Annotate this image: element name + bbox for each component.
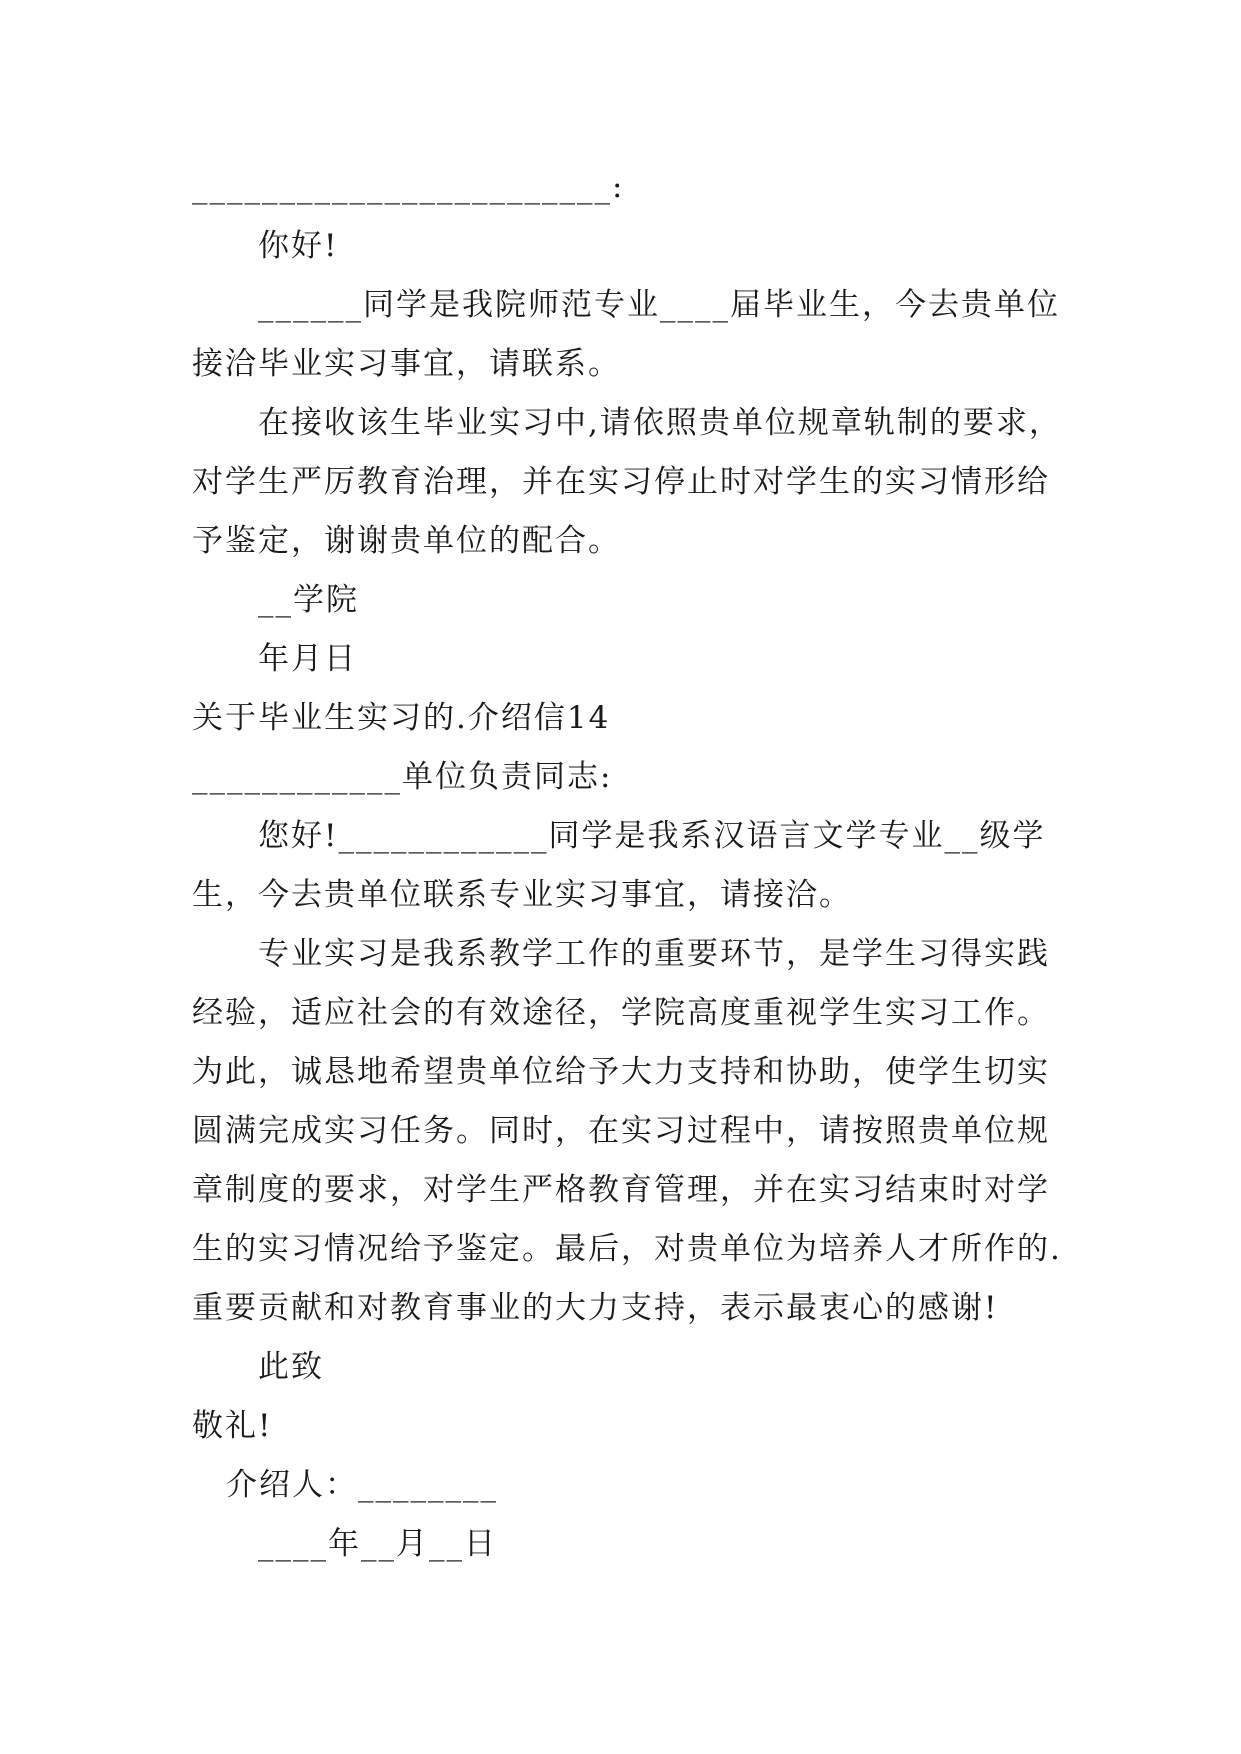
letter1-body-line: 接洽毕业实习事宜，请联系。 (192, 346, 621, 382)
letter2-salutation: ____________单位负责同志: (192, 759, 613, 795)
letter2-body-line: 重要贡献和对教育事业的大力支持，表示最衷心的感谢! (192, 1290, 999, 1326)
letter2-body-line: 专业实习是我系教学工作的重要环节，是学生习得实践 (258, 936, 1050, 972)
letter2-body-line: 章制度的要求，对学生严格教育管理，并在实习结束时对学 (192, 1172, 1050, 1208)
letter1-body-line: 予鉴定，谢谢贵单位的配合。 (192, 523, 621, 559)
letter2-introducer: 介绍人：________ (226, 1467, 498, 1503)
letter1-salutation: ________________________: (192, 169, 625, 205)
letter2-body-line: 经验，适应社会的有效途径，学院高度重视学生实习工作。 (192, 995, 1050, 1031)
letter2-title: 关于毕业生实习的.介绍信14 (192, 700, 611, 736)
letter1-signature: __学院 (258, 582, 359, 618)
letter2-body-line: 生的实习情况给予鉴定。最后，对贵单位为培养人才所作的. (192, 1231, 1062, 1267)
letter1-body-line: 在接收该生毕业实习中,请依照贵单位规章轨制的要求， (258, 405, 1062, 441)
letter1-body-line: 对学生严厉教育治理，并在实习停止时对学生的实习情形给 (192, 464, 1050, 500)
letter2-body-line: 圆满完成实习任务。同时，在实习过程中，请按照贵单位规 (192, 1113, 1050, 1149)
letter1-body-line: ______同学是我院师范专业____届毕业生，今去贵单位 (258, 287, 1060, 323)
letter-text (192, 158, 1072, 1574)
letter2-date: ____年__月__日 (258, 1526, 497, 1562)
letter1-greeting: 你好! (258, 228, 339, 264)
letter2-closing: 敬礼! (192, 1408, 273, 1444)
letter2-body-line: 您好!____________同学是我系汉语言文学专业__级学 (258, 818, 1046, 854)
letter2-body-line: 为此，诚恳地希望贵单位给予大力支持和协助，使学生切实 (192, 1054, 1050, 1090)
letter2-closing: 此致 (258, 1349, 324, 1385)
letter1-date: 年月日 (258, 641, 357, 677)
letter2-body-line: 生，今去贵单位联系专业实习事宜，请接洽。 (192, 877, 852, 913)
